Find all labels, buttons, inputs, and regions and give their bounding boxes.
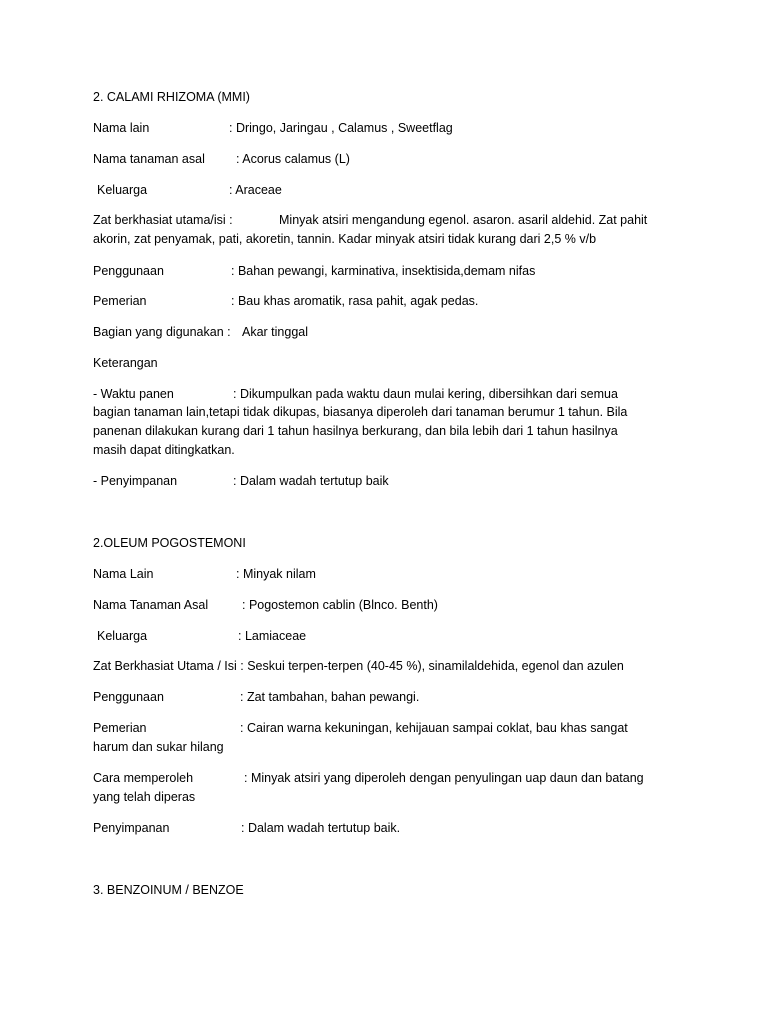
cara-memperoleh-label: Cara memperoleh (93, 771, 194, 785)
section-heading-pogostemoni: 2.OLEUM POGOSTEMONI (93, 536, 246, 550)
keluarga-value-2: : Lamiaceae (238, 629, 307, 643)
nama-lain-value-2: : Minyak nilam (236, 567, 316, 581)
waktu-panen-label: - Waktu panen (93, 387, 174, 401)
zat-berkhasiat-line2: akorin, zat penyamak, pati, akoretin, tannin. Kadar minyak atsiri tidak kurang dari 2,5 % v/b (93, 232, 597, 246)
pemerian-value: : Bau khas aromatik, rasa pahit, agak pedas. (231, 294, 479, 308)
pemerian-value-2: : Cairan warna kekuningan, kehijauan sampai coklat, bau khas sangat (240, 721, 628, 735)
nama-tanaman-value: : Acorus calamus (L) (236, 152, 350, 166)
nama-lain-label: Nama lain (93, 121, 150, 135)
waktu-panen-line4: masih dapat ditingkatkan. (93, 443, 235, 457)
waktu-panen-line2: bagian tanaman lain,tetapi tidak dikupas, biasanya diperoleh dari tanaman berumur 1 tahun. Bila (93, 405, 628, 419)
section-heading-calami: 2. CALAMI RHIZOMA (MMI) (93, 90, 250, 104)
keterangan-label: Keterangan (93, 356, 158, 370)
pemerian-line2-2: harum dan sukar hilang (93, 740, 224, 754)
waktu-panen-value: : Dikumpulkan pada waktu daun mulai kering, dibersihkan dari semua (233, 387, 618, 401)
nama-lain-label-2: Nama Lain (93, 567, 154, 581)
zat-berkhasiat-line-2: Zat Berkhasiat Utama / Isi : Seskui terpen-terpen (40-45 %), sinamilaldehida, egenol dan azulen (93, 659, 624, 673)
bagian-value: Akar tinggal (242, 325, 309, 339)
nama-lain-value: : Dringo, Jaringau , Calamus , Sweetflag (229, 121, 453, 135)
penggunaan-label: Penggunaan (93, 264, 164, 278)
penyimpanan-label-2: Penyimpanan (93, 821, 170, 835)
penggunaan-value-2: : Zat tambahan, bahan pewangi. (240, 690, 420, 704)
section-heading-benzoinum: 3. BENZOINUM / BENZOE (93, 883, 244, 897)
penyimpanan-value-2: : Dalam wadah tertutup baik. (241, 821, 401, 835)
keluarga-value: : Araceae (229, 183, 282, 197)
keluarga-label: Keluarga (97, 183, 148, 197)
waktu-panen-line3: panenan dilakukan kurang dari 1 tahun hasilnya berkurang, dan bila lebih dari 1 tahun hasilnya (93, 424, 618, 438)
nama-tanaman-label-2: Nama Tanaman Asal (93, 598, 209, 612)
penyimpanan-label: - Penyimpanan (93, 474, 178, 488)
pemerian-label-2: Pemerian (93, 721, 147, 735)
pemerian-label: Pemerian (93, 294, 147, 308)
cara-memperoleh-line2: yang telah diperas (93, 790, 196, 804)
penggunaan-label-2: Penggunaan (93, 690, 164, 704)
nama-tanaman-value-2: : Pogostemon cablin (Blnco. Benth) (242, 598, 438, 612)
bagian-label: Bagian yang digunakan : (93, 325, 231, 339)
nama-tanaman-label: Nama tanaman asal (93, 152, 205, 166)
cara-memperoleh-value: : Minyak atsiri yang diperoleh dengan penyulingan uap daun dan batang (244, 771, 644, 785)
penggunaan-value: : Bahan pewangi, karminativa, insektisida,demam nifas (231, 264, 536, 278)
zat-berkhasiat-value: Minyak atsiri mengandung egenol. asaron. asaril aldehid. Zat pahit (279, 213, 648, 227)
keluarga-label-2: Keluarga (97, 629, 148, 643)
zat-berkhasiat-label: Zat berkhasiat utama/isi : (93, 213, 233, 227)
penyimpanan-value: : Dalam wadah tertutup baik (233, 474, 389, 488)
